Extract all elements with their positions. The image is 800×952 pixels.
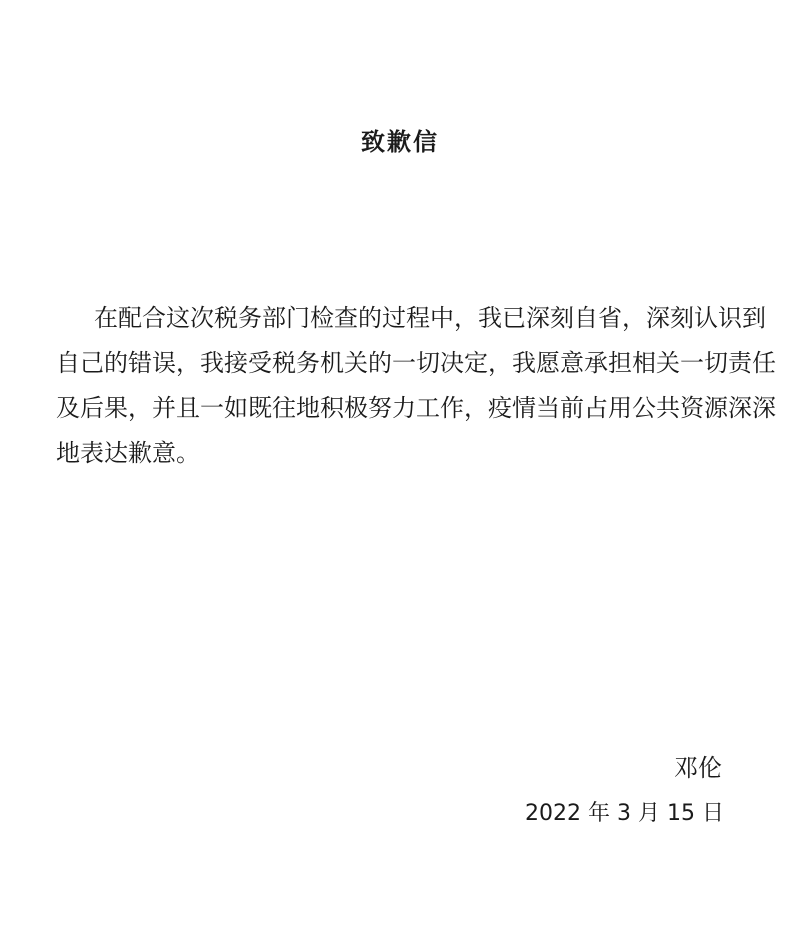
letter-date: 2022 年 3 月 15 日 [525,801,724,826]
letter-body-line-3: 及后果，并且一如既往地积极努力工作，疫情当前占用公共资源深深 [56,394,776,422]
letter-body-line-2: 自己的错误，我接受税务机关的一切决定，我愿意承担相关一切责任 [56,349,776,377]
letter-body-line-1: 在配合这次税务部门检查的过程中，我已深刻自省，深刻认识到 [94,304,766,332]
letter-body-line-4: 地表达歉意。 [56,439,200,467]
letter-title: 致歉信 [361,128,439,156]
letter-signature: 邓伦 [674,754,722,782]
letter-body [56,296,776,476]
